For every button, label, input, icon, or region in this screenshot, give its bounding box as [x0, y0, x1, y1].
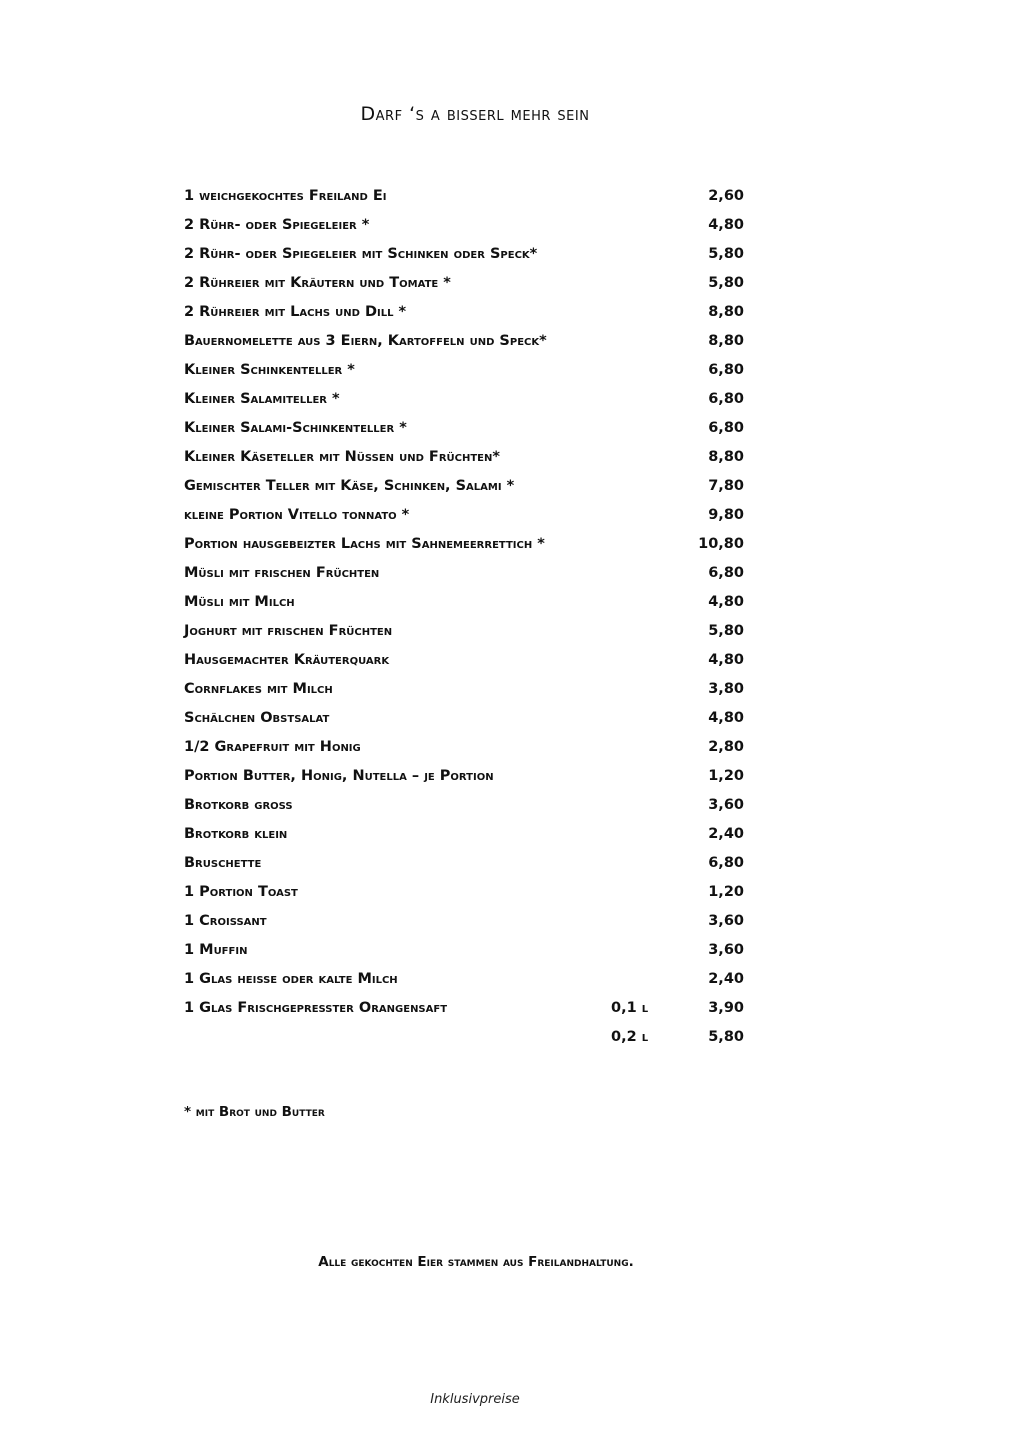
page-title: Darf ‘s a bisserl mehr sein	[360, 103, 590, 125]
menu-item-price: 3,60	[708, 942, 744, 958]
menu-item-name: 1 Glas heisse oder kalte Milch	[184, 971, 398, 987]
menu-item-price: 7,80	[708, 478, 744, 494]
menu-item-price: 2,40	[708, 971, 744, 987]
menu-item	[184, 298, 744, 327]
menu-item-name: 2 Rühr- oder Spiegeleier *	[184, 217, 370, 233]
menu-item	[184, 385, 744, 414]
menu-item-name: 2 Rühreier mit Lachs und Dill *	[184, 304, 407, 320]
menu-item	[184, 820, 744, 849]
menu-item	[184, 530, 744, 559]
menu-item-price: 2,60	[708, 188, 744, 204]
free-range-notice: Alle gekochten Eier stammen aus Freilandhaltung.	[318, 1254, 634, 1270]
menu-item-name: Müsli mit Milch	[184, 594, 295, 610]
menu-item	[184, 936, 744, 965]
menu-item-name: Kleiner Käseteller mit Nüssen und Früchten*	[184, 449, 500, 465]
menu-item-name: Bauernomelette aus 3 Eiern, Kartoffeln und Speck*	[184, 333, 547, 349]
menu-item	[184, 617, 744, 646]
menu-item-name: Brotkorb groß	[184, 797, 293, 813]
menu-item-name: Kleiner Salami-Schinkenteller *	[184, 420, 407, 436]
menu-item	[184, 501, 744, 530]
menu-item-price: 1,20	[708, 768, 744, 784]
menu-item-price: 5,80	[708, 1029, 744, 1045]
menu-item-name: Cornflakes mit Milch	[184, 681, 333, 697]
menu-item-price: 5,80	[708, 246, 744, 262]
menu-item-price: 2,80	[708, 739, 744, 755]
menu-item	[184, 791, 744, 820]
menu-item-name: 1 Croissant	[184, 913, 267, 929]
menu-item	[184, 414, 744, 443]
menu-item-price: 6,80	[708, 362, 744, 378]
menu-item-name: 1 Portion Toast	[184, 884, 298, 900]
menu-item-name: Kleiner Schinkenteller *	[184, 362, 355, 378]
menu-item-price: 6,80	[708, 420, 744, 436]
menu-item	[184, 443, 744, 472]
menu-item-name: Kleiner Salamiteller *	[184, 391, 340, 407]
menu-item	[184, 907, 744, 936]
menu-item	[184, 588, 744, 617]
menu-item-price: 3,60	[708, 913, 744, 929]
menu-item-price: 9,80	[708, 507, 744, 523]
menu-item-price: 8,80	[708, 449, 744, 465]
menu-item	[184, 182, 744, 211]
menu-item-price: 5,80	[708, 623, 744, 639]
menu-item	[184, 733, 744, 762]
menu-item-name: Joghurt mit frischen Früchten	[184, 623, 393, 639]
menu-item-name: 1/2 Grapefruit mit Honig	[184, 739, 361, 755]
menu-item-price: 2,40	[708, 826, 744, 842]
menu-item-size: 0,1 l	[611, 1000, 649, 1016]
menu-item	[184, 356, 744, 385]
menu-item-price: 6,80	[708, 855, 744, 871]
menu-list	[184, 182, 744, 1052]
menu-item-price: 4,80	[708, 217, 744, 233]
menu-item-price: 3,80	[708, 681, 744, 697]
menu-item-name: Schälchen Obstsalat	[184, 710, 330, 726]
menu-item-name: Gemischter Teller mit Käse, Schinken, Salami *	[184, 478, 515, 494]
menu-item-price: 4,80	[708, 652, 744, 668]
menu-item-price: 8,80	[708, 304, 744, 320]
menu-item-name: Hausgemachter Kräuterquark	[184, 652, 390, 668]
menu-item	[184, 762, 744, 791]
menu-item-price: 4,80	[708, 710, 744, 726]
menu-item	[184, 211, 744, 240]
menu-item-name: Müsli mit frischen Früchten	[184, 565, 380, 581]
menu-item	[184, 472, 744, 501]
menu-item-name: 1 Muffin	[184, 942, 248, 958]
menu-item	[184, 849, 744, 878]
menu-item-price: 10,80	[698, 536, 744, 552]
menu-item	[184, 327, 744, 356]
menu-item	[184, 240, 744, 269]
menu-item-size: 0,2 l	[611, 1029, 649, 1045]
menu-item-name: Portion hausgebeizter Lachs mit Sahnemeerrettich *	[184, 536, 545, 552]
inclusive-prices-note: Inklusivpreise	[430, 1392, 520, 1407]
menu-item	[184, 559, 744, 588]
menu-item-name: 2 Rühreier mit Kräutern und Tomate *	[184, 275, 451, 291]
menu-item-price: 4,80	[708, 594, 744, 610]
menu-item	[184, 1023, 744, 1052]
menu-item	[184, 704, 744, 733]
menu-item-name: 1 weichgekochtes Freiland Ei	[184, 188, 387, 204]
menu-item-price: 8,80	[708, 333, 744, 349]
menu-item	[184, 965, 744, 994]
menu-item-name: Portion Butter, Honig, Nutella – je Portion	[184, 768, 494, 784]
footnote: * mit Brot und Butter	[184, 1104, 325, 1120]
menu-item-price: 3,60	[708, 797, 744, 813]
menu-item-name: Brotkorb klein	[184, 826, 288, 842]
menu-item-name: 2 Rühr- oder Spiegeleier mit Schinken oder Speck*	[184, 246, 538, 262]
menu-item	[184, 646, 744, 675]
menu-item-price: 3,90	[708, 1000, 744, 1016]
menu-item	[184, 675, 744, 704]
menu-item	[184, 878, 744, 907]
menu-item-price: 6,80	[708, 391, 744, 407]
menu-item-name: 1 Glas Frischgepresster Orangensaft	[184, 1000, 448, 1016]
menu-item-name: kleine Portion Vitello tonnato *	[184, 507, 410, 523]
menu-item-price: 6,80	[708, 565, 744, 581]
menu-item-price: 1,20	[708, 884, 744, 900]
menu-item	[184, 269, 744, 298]
menu-item-name: Bruschette	[184, 855, 262, 871]
menu-item-price: 5,80	[708, 275, 744, 291]
menu-item	[184, 994, 744, 1023]
